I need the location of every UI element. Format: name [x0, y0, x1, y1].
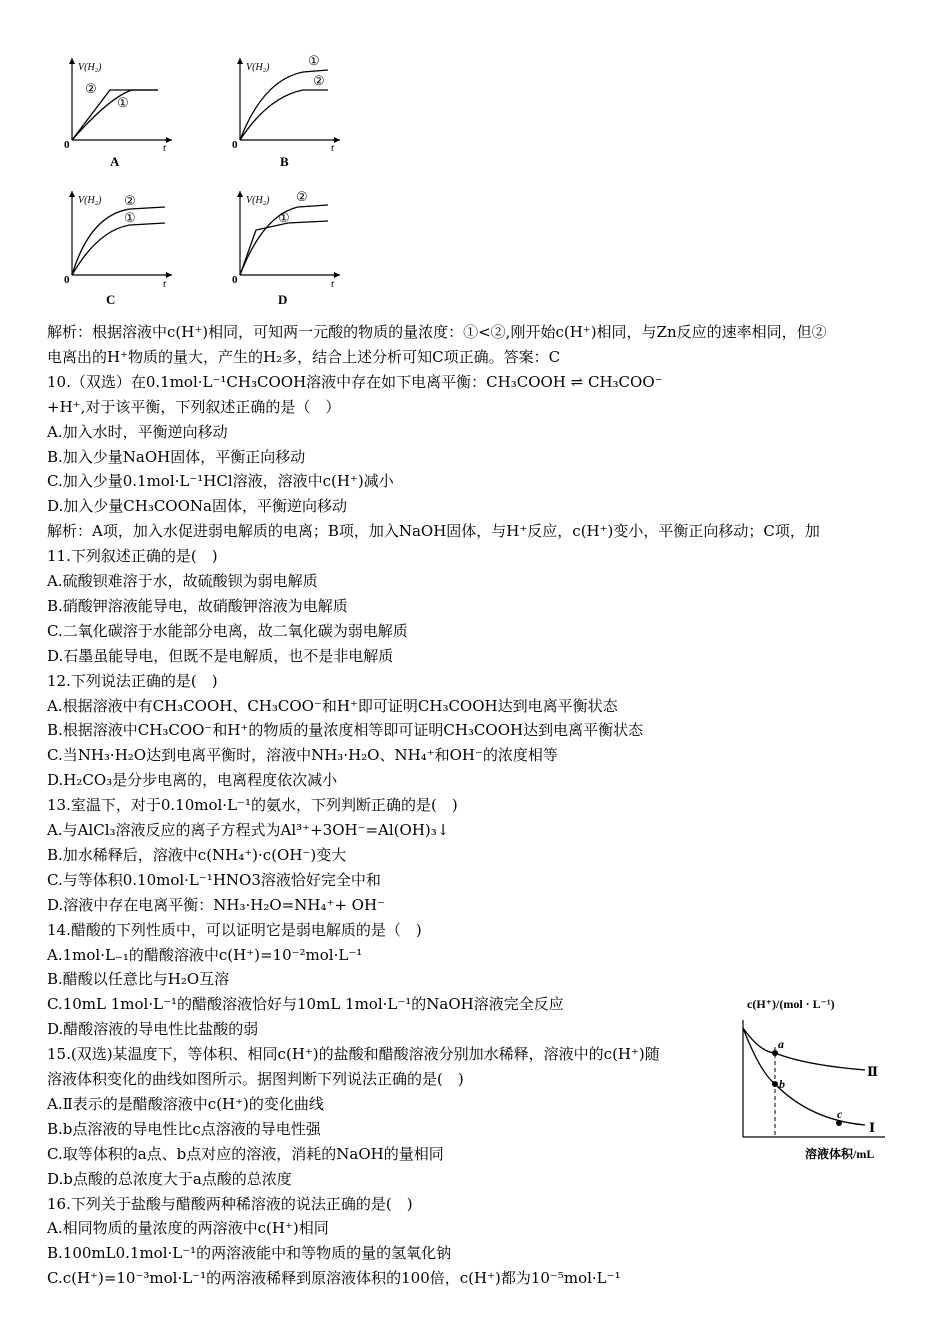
curve-II: [743, 1028, 865, 1070]
text-line: D.石墨虽能导电，但既不是电解质，也不是非电解质: [47, 647, 394, 665]
text-line: D.H₂CO₃是分步电离的，电离程度依次减小: [47, 771, 338, 789]
text-line: B.醋酸以任意比与H₂O互溶: [47, 970, 230, 988]
text-line: 14.醋酸的下列性质中，可以证明它是弱电解质的是（ ): [47, 921, 422, 939]
x-label: t: [163, 142, 167, 154]
origin: 0: [64, 139, 70, 151]
graph-letter: C: [106, 292, 116, 307]
curve-2-label: ②: [85, 81, 97, 96]
text-line: 溶液体积变化的曲线如图所示。据图判断下列说法正确的是( ): [47, 1070, 464, 1088]
curve-1-label: ①: [124, 210, 136, 225]
text-line: D.b点酸的总浓度大于a点酸的总浓度: [47, 1170, 292, 1188]
curve-2: [72, 90, 158, 140]
graph-letter: D: [278, 292, 288, 307]
text-line: 电离出的H⁺物质的量大，产生的H₂多，结合上述分析可知C项正确。答案：C: [47, 348, 561, 366]
point-c-label: c: [837, 1107, 843, 1121]
graph-letter: B: [280, 154, 289, 169]
text-line: 12.下列说法正确的是( ): [47, 672, 218, 690]
curve-2-label: ②: [296, 189, 308, 204]
text-line: C.二氧化碳溶于水能部分电离，故二氧化碳为弱电解质: [47, 622, 408, 640]
text-line: A.根据溶液中有CH₃COOH、CH₃COO⁻和H⁺即可证明CH₃COOH达到电离平衡状态: [47, 697, 618, 715]
graph-c: [60, 185, 180, 310]
x-label: t: [163, 278, 167, 290]
text-line: C.加入少量0.1mol·L⁻¹HCl溶液，溶液中c(H⁺)减小: [47, 472, 394, 490]
graph-b: [228, 52, 348, 172]
graph-letter: A: [110, 154, 120, 169]
curve-1: [72, 223, 165, 275]
curve-II-label: Ⅱ: [867, 1064, 878, 1079]
text-line: D.加入少量CH₃COONa固体，平衡逆向移动: [47, 497, 347, 515]
curve-2-label: ②: [124, 193, 136, 208]
text-line: 11.下列叙述正确的是( ): [47, 547, 218, 565]
origin: 0: [232, 274, 238, 286]
origin: 0: [232, 139, 238, 151]
curve-I: [743, 1028, 865, 1125]
text-line: 16.下列关于盐酸与醋酸两种稀溶液的说法正确的是( ): [47, 1195, 413, 1213]
text-line: C.10mL 1mol·L⁻¹的醋酸溶液恰好与10mL 1mol·L⁻¹的NaOH溶液完全反应: [47, 995, 564, 1013]
text-line: A.1mol·L₋₁的醋酸溶液中c(H⁺)=10⁻²mol·L⁻¹: [47, 946, 363, 964]
text-line: C.c(H⁺)=10⁻³mol·L⁻¹的两溶液稀释到原溶液体积的100倍，c(H⁺)都为10⁻⁵mol·L⁻¹: [47, 1269, 621, 1287]
curve-1-label: ①: [278, 210, 290, 225]
curve-1-label: ①: [308, 53, 320, 68]
curve-2: [72, 207, 165, 275]
curve-1-label: ①: [117, 95, 129, 110]
point-a-label: a: [778, 1037, 784, 1051]
q15-dilution-graph: [735, 990, 895, 1168]
text-line: B.b点溶液的导电性比c点溶液的导电性强: [47, 1120, 321, 1138]
curve-2-label: ②: [313, 73, 325, 88]
text-line: 10.（双选）在0.1mol·L⁻¹CH₃COOH溶液中存在如下电离平衡：CH₃COOH ⇌ CH₃COO⁻: [47, 373, 663, 391]
y-label: V(H₂): [246, 62, 270, 73]
text-line: C.当NH₃·H₂O达到电离平衡时，溶液中NH₃·H₂O、NH₄⁺和OH⁻的浓度相等: [47, 746, 558, 764]
origin: 0: [64, 274, 70, 286]
text-line: A.Ⅱ表示的是醋酸溶液中c(H⁺)的变化曲线: [47, 1095, 324, 1113]
curve-1: [72, 90, 158, 140]
text-line: 解析：A项，加入水促进弱电解质的电离；B项，加入NaOH固体，与H⁺反应，c(H⁺)变小，平衡正向移动；C项，加: [47, 522, 820, 540]
text-line: B.根据溶液中CH₃COO⁻和H⁺的物质的量浓度相等即可证明CH₃COOH达到电离平衡状态: [47, 721, 644, 739]
text-line: 15.(双选)某温度下，等体积、相同c(H⁺)的盐酸和醋酸溶液分别加水稀释，溶液中的c(H⁺)随: [47, 1045, 660, 1063]
text-line: A.硫酸钡难溶于水，故硫酸钡为弱电解质: [47, 572, 318, 590]
text-line: B.加水稀释后，溶液中c(NH₄⁺)·c(OH⁻)变大: [47, 846, 347, 864]
curve-I-label: Ⅰ: [869, 1120, 876, 1135]
y-label: V(H₂): [78, 62, 102, 73]
text-line: 13.室温下，对于0.10mol·L⁻¹的氨水，下列判断正确的是( ): [47, 796, 458, 814]
curve-1: [240, 221, 328, 275]
graph-a: [60, 52, 180, 172]
graph-d: [228, 185, 348, 310]
text-line: 解析：根据溶液中c(H⁺)相同，可知两一元酸的物质的量浓度：①<②,刚开始c(H⁺)相同，与Zn反应的速率相同，但②: [47, 323, 827, 341]
text-line: +H⁺,对于该平衡，下列叙述正确的是（ ）: [47, 398, 341, 416]
text-line: D.醋酸溶液的导电性比盐酸的弱: [47, 1020, 259, 1038]
curve-2: [240, 90, 328, 140]
text-line: A.相同物质的量浓度的两溶液中c(H⁺)相同: [47, 1219, 329, 1237]
point-b-label: b: [779, 1077, 785, 1091]
y-label: c(H⁺)/(mol · L⁻¹): [747, 997, 835, 1011]
x-label: t: [331, 142, 335, 154]
text-line: B.加入少量NaOH固体，平衡正向移动: [47, 448, 306, 466]
text-line: B.硝酸钾溶液能导电，故硝酸钾溶液为电解质: [47, 597, 348, 615]
y-label: V(H₂): [246, 195, 270, 206]
text-line: C.取等体积的a点、b点对应的溶液，消耗的NaOH的量相同: [47, 1145, 444, 1163]
text-line: A.与AlCl₃溶液反应的离子方程式为Al³⁺+3OH⁻=Al(OH)₃↓: [47, 821, 450, 839]
text-line: C.与等体积0.10mol·L⁻¹HNO3溶液恰好完全中和: [47, 871, 381, 889]
x-label: 溶液体积/mL: [805, 1147, 875, 1161]
text-line: A.加入水时，平衡逆向移动: [47, 423, 228, 441]
x-label: t: [331, 278, 335, 290]
point-b: [772, 1081, 778, 1087]
text-line: D.溶液中存在电离平衡：NH₃·H₂O=NH₄⁺+ OH⁻: [47, 896, 385, 914]
y-label: V(H₂): [78, 195, 102, 206]
text-line: B.100mL0.1mol·L⁻¹的两溶液能中和等物质的量的氢氧化钠: [47, 1244, 452, 1262]
